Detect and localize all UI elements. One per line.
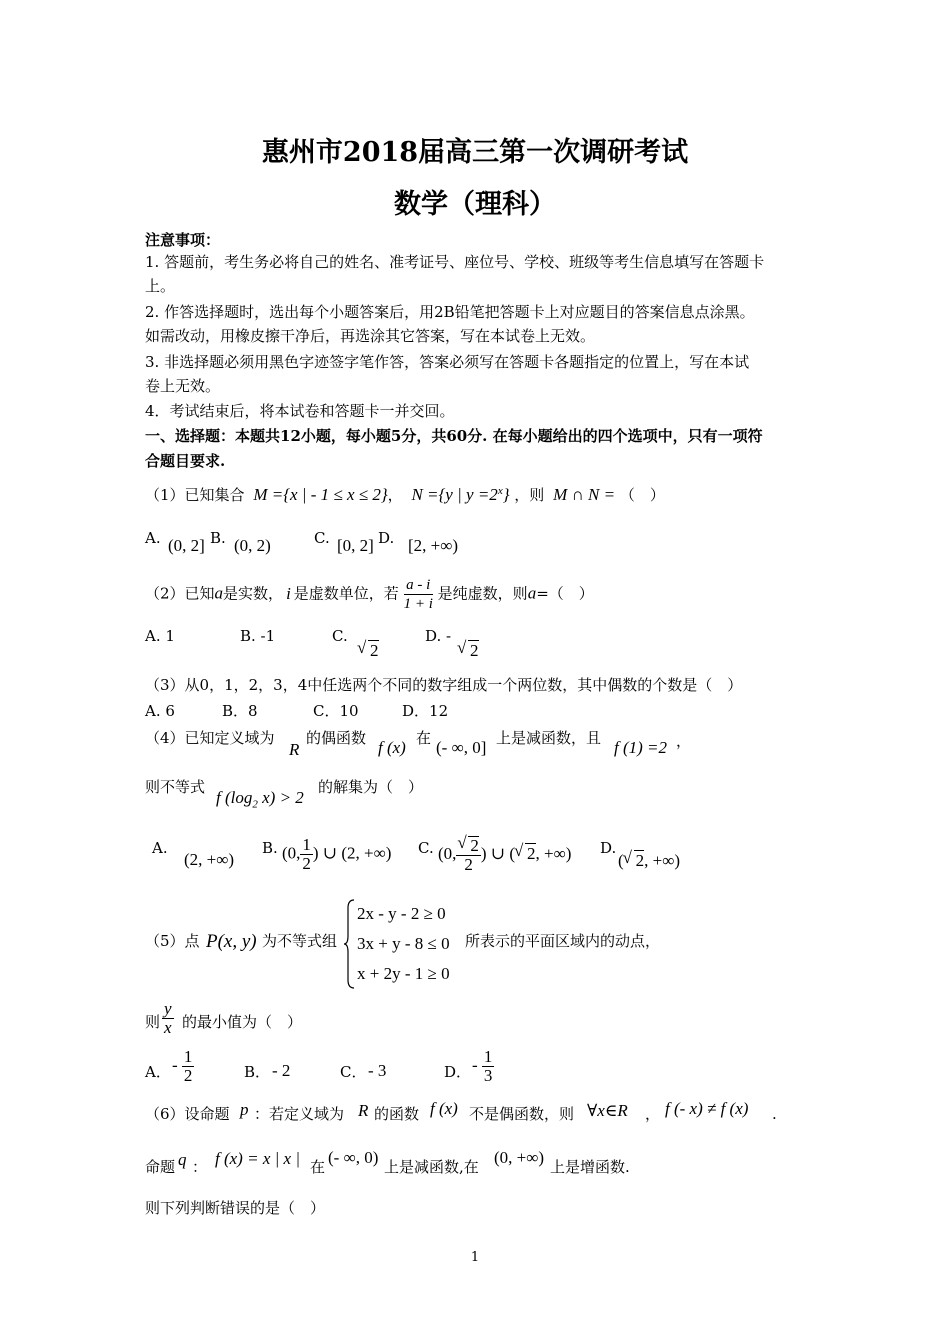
q5-d-num: 1 [483,1047,493,1066]
notice-line-2: 上。 [145,277,176,295]
q4-option-d-label: D. [600,839,617,857]
q6-fx: f (x) [430,1099,458,1118]
page-number: 1 [470,1250,480,1265]
exam-title: 惠州市2018届高三第一次调研考试 [261,137,689,168]
q2-option-d-sqrt: √ 2 [468,640,479,661]
q2-text-1: 是实数， [223,584,284,603]
q1-option-c: [0, 2] [337,536,374,555]
q5-option-d [472,1048,494,1085]
q2-var-a: a [214,583,224,603]
q1-set-m: M ={x | - 1 ≤ x ≤ 2} [253,485,388,504]
q2-fraction-num: a - i [404,576,433,595]
q4-d-part2: , +∞) [644,851,681,870]
q4-c-sqrt: √ 2 [525,843,536,864]
q6-dot: . [772,1105,777,1123]
q4-interval: (- ∞, 0] [436,738,487,757]
q4-prefix: （4）已知定义域为 [145,729,275,747]
question-2 [145,576,594,613]
q4-b-frac-den: 2 [302,854,311,873]
notice-line-3: 2. 作答选择题时，选出每个小题答案后，用2B铅笔把答题卡上对应题目的答案信息点涂黑。 [145,303,755,321]
q5-a-minus: - [172,1055,178,1075]
q1-then: ，则 [514,486,545,504]
q1-blank: （ ） [619,486,665,504]
q5-d-minus: - [472,1055,478,1075]
q2-fraction [404,576,433,613]
q4-b-part2: ) ∪ (2, +∞) [312,843,392,863]
q5-ineq-1: 2x - y - 2 ≥ 0 [357,904,446,923]
q4-d-sqrt: √ 2 [634,850,645,871]
q4-line2-suffix: 的解集为（ ） [318,778,424,796]
q6-fq: f (x) = x | x | [215,1149,300,1168]
q6-prefix: （6）设命题 [145,1105,230,1123]
q4-option-c-label: C. [418,839,434,857]
q2-fraction-den: 1 + i [403,596,433,612]
q4-option-a-label: A. [152,839,168,857]
q2-option-a: A. 1 [145,627,175,645]
q6-forall: ∀x∈R [587,1101,628,1120]
q6-text-2: 的函数 [374,1105,420,1123]
q5-ratio [162,1000,174,1037]
q5-option-c: - 3 [368,1061,387,1080]
q2-var-i: i [286,583,291,603]
q1-option-d: [2, +∞) [408,536,459,555]
q5-point-text: P(x, y) [206,931,257,952]
q1-option-b-label: B. [210,529,226,547]
q5-point [206,931,257,953]
q5-option-c-label: C． [340,1063,367,1081]
q2-text-2: 是虚数单位，若 [293,584,399,603]
q1-option-c-label: C. [314,529,330,547]
q4-c-frac-den: 2 [464,855,473,874]
q5-ratio-den: x [164,1018,172,1037]
q2-option-d-label: D. - [425,627,452,645]
q2-option-d [468,640,479,661]
q5-a-frac [182,1048,195,1085]
q2-text-4: =（ ） [536,584,594,603]
q5-option-b-label: B． [244,1063,271,1081]
q6-text-5: 上是减函数,在 [384,1158,479,1176]
q6-text-3: 不是偶函数，则 [469,1105,575,1123]
notice-line-4: 如需改动，用橡皮擦干净后，再选涂其它答案，写在本试卷上无效。 [145,327,596,345]
q1-prefix: （1）已知集合 [145,486,245,504]
q4-c-fraction [456,836,481,874]
notice-line-5: 3. 非选择题必须用黑色字迹签字笔作答，答案必须写在答题卡各题指定的位置上，写在本试 [145,353,750,371]
question-4 [145,728,275,748]
q3-option-d: D．12 [402,702,449,720]
q4-b-part1: (0, [282,843,301,863]
q5-ineq-3: x + 2y - 1 ≥ 0 [357,964,450,983]
notice-heading: 注意事项： [145,231,221,249]
q1-option-b: (0, 2) [234,536,271,555]
q4-b-frac-num: 1 [302,835,311,854]
q2-prefix: （2）已知 [145,584,215,603]
q4-c-frac-sqrt: √ 2 [468,836,479,855]
q5-text-2: 所表示的平面区域内的动点， [465,932,661,950]
q1-set-n-end: } [502,485,510,504]
q4-comma: ， [676,732,692,750]
q6-var-p: p [240,1100,249,1119]
q2-option-c-sqrt: √ 2 [368,640,379,661]
q4-ineq-right: x) > 2 [257,788,304,807]
q4-d-part1: ( [618,851,624,870]
q5-option-a [172,1048,194,1085]
q4-f1: f (1) =2 [614,738,668,757]
q4-option-c [438,836,571,874]
q4-c-part3: , +∞) [535,843,572,863]
q4-c-part2: ) ∪ ( [480,843,515,863]
section-1-line-1: 一、选择题：本题共12小题，每小题5分，共60分. 在每小题给出的四个选项中，只有一项符 [145,427,763,445]
notice-line-6: 卷上无效。 [145,377,221,395]
q5-text-1: 为不等式组 [262,932,338,950]
q5-line2-prefix: 则 [145,1013,161,1031]
section-1-line-2: 合题目要求. [145,452,226,470]
notice-line-1: 1. 答题前，考生务必将自己的姓名、准考证号、座位号、学校、班级等考生信息填写在答题卡 [145,253,765,271]
q5-ratio-num: y [164,999,172,1018]
q6-comma: ， [645,1105,661,1123]
question-1: （1）已知集合 M ={x | - 1 ≤ x ≤ 2}， N ={y | $y =2^x$} ，则 M ∩ N = （ ） [145,485,665,504]
q2-option-c-label: C. [332,627,348,645]
q6-text-6: 上是增函数. [550,1158,630,1176]
q5-ratio-frac [162,1000,174,1037]
q6-line2-prefix: 命题 [145,1158,176,1176]
q2-text-3: 是纯虚数，则 [437,584,528,603]
q4-line2-prefix: 则不等式 [145,778,206,796]
q4-option-a: (2, +∞) [184,850,235,869]
q5-line2-suffix: 的最小值为（ ） [182,1013,303,1031]
q1-set-n-exp: x [497,485,503,497]
q3-option-b: B．8 [222,702,258,720]
q6-text-1: ：若定义域为 [254,1105,345,1123]
q1-option-a-label: A. [145,529,161,547]
q3-option-a: A. 6 [145,702,175,720]
q4-c-frac-num [456,836,481,856]
q5-system-brace [343,898,355,990]
q4-c-part1: (0, [438,843,457,863]
q6-text-4: 在 [310,1158,326,1176]
q1-set-n: N ={y | y =2 [411,485,498,504]
q5-ineq-2: 3x + y - 8 ≤ 0 [357,934,450,953]
question-3: （3）从0，1，2，3，4中任选两个不同的数字组成一个两位数，其中偶数的个数是（ ） [145,676,743,694]
q5-option-a-label: A． [145,1063,171,1081]
q5-d-den: 3 [483,1066,493,1085]
q6-interval-1: (- ∞, 0) [328,1148,379,1167]
exam-subtitle: 数学（理科） [394,189,556,220]
q5-a-den: 2 [183,1066,193,1085]
q2-option-c [368,640,379,661]
q4-option-b [282,836,391,873]
q1-expr: M ∩ N = [553,485,616,504]
q5-option-d-label: D． [444,1063,472,1081]
q6-ineq: f (- x) ≠ f (x) [665,1099,749,1118]
q3-option-c: C．10 [313,702,359,720]
q4-option-b-label: B. [262,839,278,857]
q4-text-2: 在 [416,729,432,747]
q1-option-d-label: D. [378,529,395,547]
q6-colon: ： [192,1158,208,1176]
q2-option-b: B. -1 [240,627,276,645]
q6-line3: 则下列判断错误的是（ ） [145,1199,326,1217]
q5-d-frac [482,1048,495,1085]
q6-var-r: R [358,1101,369,1120]
q4-text-1: 的偶函数 [306,729,367,747]
q4-ineq-left: f (log [216,788,253,807]
q4-b-fraction [300,836,313,873]
q4-text-3: 上是减函数，且 [496,729,602,747]
notice-line-7: 4．考试结束后，将本试卷和答题卡一并交回。 [145,402,455,420]
q6-var-q: q [178,1150,187,1169]
q5-option-b: - 2 [272,1061,291,1080]
q2-var-a-2: a [527,583,537,603]
q6-interval-2: (0, +∞) [494,1148,545,1167]
q1-option-a: (0, 2] [168,536,205,555]
q4-fx: f (x) [378,738,406,757]
q4-ineq-sub: 2 [252,798,258,811]
q4-var-r: R [289,740,300,759]
q5-prefix: （5）点 [145,932,200,950]
q4-inequality [216,788,304,810]
q5-a-num: 1 [183,1047,193,1066]
q4-option-d [618,850,680,871]
brace-icon [343,898,355,990]
